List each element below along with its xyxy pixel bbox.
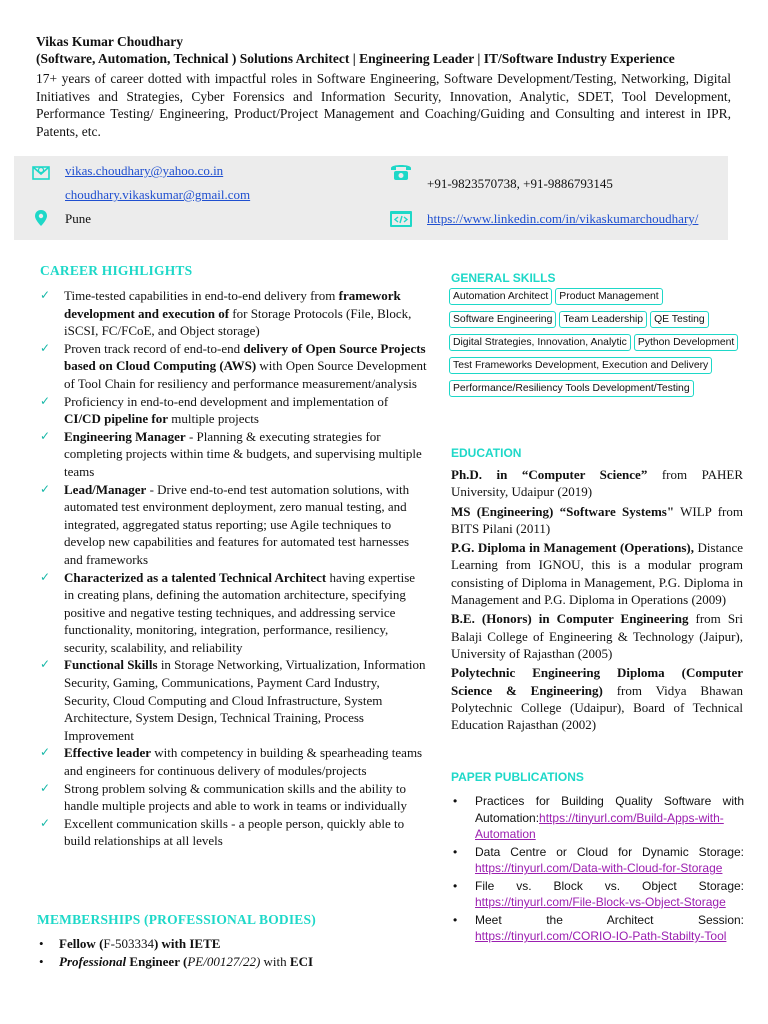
text-run: Professional [59, 954, 127, 969]
text-run: Ph.D. in “Computer Science” [451, 467, 648, 482]
education-entry [451, 466, 743, 501]
checkmark-icon: ✓ [40, 569, 51, 584]
highlight-item [40, 744, 428, 779]
text-run: MS (Engineering) “Software Systems" [451, 503, 675, 519]
publication-link[interactable]: https://tinyurl.com/Data-with-Cloud-for-Storage [475, 861, 723, 875]
publication-link[interactable]: https://tinyurl.com/CORIO-IO-Path-Stabilty-Tool [475, 929, 727, 943]
text-run: for Storage Protocols (File, Block, iSCSI, FC/FCoE, and Object storage) [64, 305, 412, 339]
text-run: Fellow ( [59, 936, 104, 951]
general-skills-heading: GENERAL SKILLS [451, 271, 556, 285]
text-run: Excellent communication skills - a people person, quickly able to build relationships at all levels [64, 815, 405, 849]
text-run: F-503334 [103, 936, 154, 951]
text-run: Strong problem solving & communication skills and the ability to handle multiple projects and able to work in teams or individually [64, 780, 407, 814]
email-link-primary[interactable]: vikas.choudhary@yahoo.co.in [65, 163, 224, 178]
publication-title: Meet the Architect Session: [475, 912, 744, 927]
checkmark-icon: ✓ [40, 481, 51, 496]
text-run: B.E. (Honors) in Computer Engineering [451, 611, 689, 627]
text-run: ) with IETE [153, 936, 221, 951]
text-run: Characterized as a talented Technical Architect [64, 569, 327, 585]
publication-title: Data Centre or Cloud for Dynamic Storage: [475, 844, 744, 859]
phone-icon [389, 162, 413, 187]
text-run: WILP from BITS Pilani (2011) [451, 503, 743, 536]
bullet-icon: • [453, 912, 458, 927]
checkmark-icon: ✓ [40, 657, 51, 672]
publications-heading: PAPER PUBLICATIONS [451, 770, 584, 784]
skill-chip: Product Management [555, 288, 662, 305]
text-run: PE/00127/22) [187, 954, 261, 969]
checkmark-icon: ✓ [40, 428, 51, 443]
highlight-item [40, 815, 428, 850]
publication-title: File vs. Block vs. Object Storage: [475, 878, 744, 893]
publication-item [451, 912, 744, 945]
checkmark-icon: ✓ [40, 780, 51, 795]
text-run: Engineer [126, 954, 183, 969]
bullet-icon: • [453, 844, 458, 859]
career-highlights-heading: CAREER HIGHLIGHTS [40, 263, 193, 278]
memberships-heading: MEMBERSHIPS (PROFESSIONAL BODIES) [37, 912, 316, 927]
general-skills-chips [449, 288, 759, 403]
skill-chip: QE Testing [650, 311, 709, 328]
bullet-icon: • [39, 954, 44, 969]
publications-list [451, 793, 744, 946]
checkmark-icon: ✓ [40, 745, 51, 760]
text-run: from Vidya Bhawan Polytechnic College (Udaipur), Board of Technical Education Rajasthan (2002) [451, 682, 743, 733]
publication-link[interactable]: https://tinyurl.com/File-Block-vs-Object-Storage [475, 895, 726, 909]
memberships-list [35, 935, 435, 971]
skill-row [449, 311, 759, 334]
checkmark-icon: ✓ [40, 288, 51, 302]
text-run: Proficiency in end-to-end development and implementation of [64, 393, 389, 409]
skill-row [449, 334, 759, 357]
location-text: Pune [65, 211, 91, 226]
education-entry [451, 610, 743, 662]
email-link-secondary[interactable]: choudhary.vikaskumar@gmail.com [65, 187, 251, 202]
highlight-item [40, 481, 428, 569]
text-run: delivery of Open Source Projects based on Cloud Computing (AWS) [64, 340, 426, 374]
location-pin-icon [34, 209, 48, 232]
career-summary: 17+ years of career dotted with impactful roles in Software Engineering, Software Development/Testing, Networking, Digital Initiatives and Strategies, Cyber Forensics and Information Security, Innovation, Analytic, SDET, Tool Development, Performance Testing/ Engineering, Product/Project Management and Coaching/Guiding and Consulting and interest in IPR, Patents, etc. [36, 71, 731, 139]
highlight-item [40, 780, 428, 815]
text-run: framework development and execution of [64, 288, 401, 321]
skill-row [449, 288, 759, 311]
skill-chip: Digital Strategies, Innovation, Analytic [449, 334, 631, 351]
education-list [451, 466, 743, 735]
checkmark-icon: ✓ [40, 340, 51, 355]
skill-row [449, 357, 759, 380]
publication-item [451, 844, 744, 877]
text-run: from PAHER University, Udaipur (2019) [451, 467, 743, 500]
text-run: Functional Skills [64, 657, 158, 673]
text-run: - Planning & executing strategies for completing projects within time & budgets, and supervising multiple teams [64, 428, 422, 479]
education-heading: EDUCATION [451, 446, 522, 460]
publication-item [451, 878, 744, 911]
skill-chip: Automation Architect [449, 288, 552, 305]
skill-chip: Team Leadership [559, 311, 647, 328]
publication-link[interactable]: https://tinyurl.com/Build-Apps-with-Automation [475, 810, 724, 841]
bullet-icon: • [39, 936, 44, 951]
text-run: Engineering Manager [64, 428, 186, 444]
skill-chip: Test Frameworks Development, Execution and Delivery [449, 357, 712, 374]
bullet-icon: • [453, 794, 458, 808]
education-entry [451, 503, 743, 538]
text-run: - Drive end-to-end test automation solutions, with automated test environment deployment, zero manual testing, and integrated, aggregated status reporting; use Agile techniques to develop new capabilities and features for automated test harnesses and frameworks [64, 481, 410, 567]
publication-title: Practices for Building Quality Software with Automation: [475, 794, 744, 825]
text-run: ECI [289, 954, 314, 969]
email-icon [32, 164, 50, 185]
code-link-icon [389, 210, 413, 233]
publication-item [451, 793, 744, 843]
highlight-item [40, 287, 428, 340]
text-run: from Sri Balaji College of Engineering & Technology (Jaipur), University of Rajasthan (2005) [451, 611, 743, 661]
linkedin-link[interactable]: https://www.linkedin.com/in/vikaskumarchoudhary/ [427, 211, 699, 226]
text-run: multiple projects [168, 411, 259, 427]
text-run: Time-tested capabilities in end-to-end delivery from [64, 288, 339, 303]
bullet-icon: • [453, 878, 458, 893]
professional-title: (Software, Automation, Technical ) Solutions Architect | Engineering Leader | IT/Software Industry Experience [36, 51, 675, 66]
text-run: Polytechnic Engineering Diploma (Computer Science & Engineering) [451, 665, 743, 698]
candidate-name: Vikas Kumar Choudhary [36, 34, 184, 49]
text-run: Lead/Manager [64, 481, 147, 497]
text-run: with [260, 954, 290, 969]
highlight-item [40, 656, 428, 744]
text-run: Effective leader [64, 745, 151, 761]
education-entry [451, 539, 743, 608]
text-run: P.G. Diploma in Management (Operations), [451, 540, 694, 556]
text-run: Distance Learning from IGNOU, this is a modular program consisting of Diploma in Management, P.G. Diploma in Management and P.G. Diploma in Operations (2009) [451, 540, 744, 608]
highlight-item [40, 569, 428, 657]
highlight-item [40, 393, 428, 428]
text-run: CI/CD pipeline for [64, 411, 168, 427]
text-run: ( [183, 954, 188, 969]
contact-panel [14, 156, 728, 240]
text-run: in Storage Networking, Virtualization, Information Security, Gaming, Communications, Payment Card Industry, Security, Cloud Computing and Cloud Infrastructure, System Architecture, System Design, Technical Training, Process Improvement [64, 657, 426, 743]
highlight-item [40, 340, 428, 393]
skill-row [449, 380, 759, 403]
text-run: with competency in building & spearheading teams and engineers for continuous delivery of modules/projects [64, 745, 423, 779]
phone-numbers: +91-9823570738, +91-9886793145 [427, 176, 613, 191]
career-highlights-list [40, 287, 428, 850]
education-entry [451, 664, 743, 733]
text-run: Proven track record of end-to-end [64, 340, 244, 356]
membership-item [35, 953, 435, 971]
checkmark-icon: ✓ [40, 815, 51, 830]
checkmark-icon: ✓ [40, 393, 51, 408]
text-run: with Open Source Development of Tool Chain for resiliency and performance measurement/analysis [64, 358, 427, 391]
skill-chip: Performance/Resiliency Tools Development/Testing [449, 380, 694, 397]
skill-chip: Software Engineering [449, 311, 556, 328]
skill-chip: Python Development [634, 334, 738, 351]
text-run: having expertise in creating plans, defining the automation architecture, specifying positive and negative testing techniques, and addressing service functionality, monitoring, integration, performance, resiliency, security, scalability, and reliability [64, 569, 416, 655]
highlight-item [40, 428, 428, 481]
membership-item [35, 935, 435, 953]
